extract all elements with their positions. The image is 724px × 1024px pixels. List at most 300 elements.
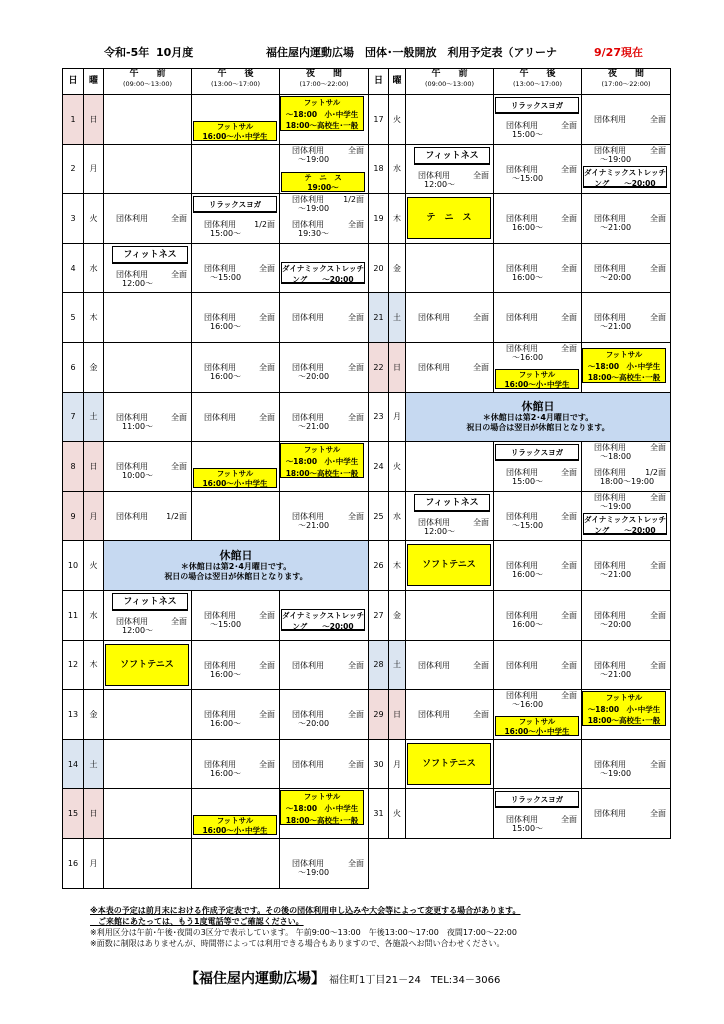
booking-time: 16:00～ — [210, 322, 242, 332]
program-box: フィットネス — [112, 593, 188, 611]
col-day: 日 — [369, 69, 389, 95]
header-as-of: 9/27現在 — [594, 46, 643, 59]
slot-pm — [192, 342, 280, 392]
slot-pm — [494, 491, 582, 541]
closed-day-notice — [406, 392, 671, 442]
booking-label: 団体利用 — [292, 858, 324, 868]
slot-night — [582, 541, 671, 591]
weekday: 金 — [84, 342, 104, 392]
booking-entry — [594, 468, 666, 488]
slot-pm — [192, 590, 280, 640]
booking-time: 16:00～ — [210, 719, 242, 729]
table-row — [369, 789, 671, 839]
slot-night — [280, 293, 369, 343]
booking-time: ～19:00 — [600, 154, 632, 164]
booking-entry — [292, 710, 364, 730]
table-row — [369, 293, 671, 343]
event-box: フットサル ～18:00 小･中学生 18:00～高校生･一般 — [280, 443, 364, 478]
booking-entry — [506, 815, 577, 835]
weekday: 月 — [389, 392, 406, 442]
booking-entry — [594, 760, 666, 780]
booking-area: 全面 — [171, 616, 187, 626]
booking-entry — [116, 270, 187, 290]
booking-entry — [292, 363, 364, 383]
footer — [185, 968, 500, 988]
program-box: ダイナミックストレッチ ング ～20:00 — [282, 610, 365, 631]
booking-area: 全面 — [650, 610, 666, 620]
booking-time: 16:00～ — [512, 223, 544, 233]
booking-entry — [204, 760, 275, 780]
event-box: フットサル 16:00～小･中学生 — [193, 121, 277, 141]
booking-time: 16:00～ — [512, 272, 544, 282]
booking-entry — [506, 344, 577, 364]
booking-area: 1/2面 — [166, 511, 187, 521]
slot-pm — [192, 789, 280, 839]
slot-night — [582, 194, 671, 244]
col-weekday: 曜 — [84, 69, 104, 95]
booking-label: 団体利用 — [204, 710, 236, 720]
slot-pm — [494, 640, 582, 690]
day-number: 1 — [63, 95, 84, 145]
booking-entry — [594, 493, 666, 513]
weekday: 火 — [389, 789, 406, 839]
booking-time: ～20:00 — [298, 719, 330, 729]
booking-label: 団体利用 — [292, 759, 324, 769]
slot-night — [280, 144, 369, 194]
slot-night — [280, 739, 369, 789]
booking-area: 全面 — [259, 362, 275, 372]
booking-entry — [506, 121, 577, 141]
slot-night — [280, 690, 369, 740]
day-number: 31 — [369, 789, 389, 839]
col-am: 午 前 (09:00～13:00) — [406, 69, 494, 95]
slot-am — [406, 690, 494, 740]
header-month: 10月度 — [156, 46, 194, 59]
booking-time: ～20:00 — [600, 272, 632, 282]
booking-area: 全面 — [650, 759, 666, 769]
table-row — [369, 243, 671, 293]
event-box: フットサル 16:00～小･中学生 — [495, 369, 579, 389]
event-box: テ ニ ス — [407, 197, 491, 239]
weekday: 木 — [389, 194, 406, 244]
booking-entry — [594, 661, 666, 681]
slot-am — [406, 442, 494, 492]
booking-entry — [506, 512, 577, 532]
slot-night — [280, 95, 369, 145]
slot-night — [280, 590, 369, 640]
table-row — [63, 491, 369, 541]
booking-time: ～16:00 — [512, 700, 544, 710]
booking-time: ～15:00 — [210, 272, 242, 282]
booking-label: 団体利用 — [418, 710, 450, 720]
weekday: 金 — [84, 690, 104, 740]
notes — [90, 905, 690, 949]
booking-area: 全面 — [348, 145, 364, 155]
event-box: フットサル ～18:00 小･中学生 18:00～高校生･一般 — [280, 96, 364, 131]
booking-time: ～19:00 — [298, 867, 330, 877]
weekday: 月 — [84, 144, 104, 194]
booking-label: 団体利用 — [292, 412, 324, 422]
booking-area: 全面 — [561, 263, 577, 273]
booking-area: 全面 — [259, 313, 275, 323]
schedule-table-right — [368, 68, 671, 839]
day-number: 22 — [369, 342, 389, 392]
booking-area: 全面 — [171, 214, 187, 224]
booking-label: 団体利用 — [594, 214, 626, 224]
booking-time: ～21:00 — [600, 570, 632, 580]
booking-time: 12:00～ — [424, 526, 456, 536]
booking-label: 団体利用 — [506, 815, 538, 825]
booking-area: 1/2面 — [254, 220, 275, 230]
booking-area: 全面 — [650, 115, 666, 124]
booking-entry — [204, 363, 275, 383]
booking-label: 団体利用 — [594, 313, 626, 323]
slot-am — [104, 739, 192, 789]
booking-area: 全面 — [259, 263, 275, 273]
booking-area: 全面 — [348, 220, 364, 230]
table-row — [63, 541, 369, 591]
slot-pm — [192, 293, 280, 343]
day-number: 5 — [63, 293, 84, 343]
booking-area: 全面 — [650, 145, 666, 155]
booking-label: 団体利用 — [204, 412, 236, 422]
col-weekday: 曜 — [389, 69, 406, 95]
booking-area: 全面 — [473, 170, 489, 180]
slot-night — [582, 640, 671, 690]
table-row — [63, 95, 369, 145]
weekday: 日 — [84, 442, 104, 492]
slot-pm — [494, 690, 582, 740]
booking-area: 全面 — [650, 214, 666, 224]
booking-entry — [418, 710, 489, 730]
booking-entry — [594, 264, 666, 284]
program-box: リラックスヨガ — [495, 97, 579, 114]
booking-entry — [418, 171, 489, 191]
booking-entry — [292, 146, 364, 166]
slot-pm — [192, 194, 280, 244]
table-row — [63, 739, 369, 789]
booking-area: 全面 — [561, 610, 577, 620]
weekday: 日 — [389, 342, 406, 392]
col-am: 午 前 (09:00～13:00) — [104, 69, 192, 95]
note-line: ※本表の予定は前月末における作成予定表です。その後の団体利用申し込みや大会等によって変更する場合があります。 — [90, 906, 521, 915]
slot-am — [104, 789, 192, 839]
booking-entry — [292, 760, 364, 780]
booking-label: 団体利用 — [204, 220, 236, 230]
day-number: 25 — [369, 491, 389, 541]
day-number: 24 — [369, 442, 389, 492]
slot-am — [104, 838, 192, 888]
day-number: 9 — [63, 491, 84, 541]
booking-time: ～21:00 — [298, 421, 330, 431]
booking-label: 団体利用 — [292, 362, 324, 372]
booking-label: 団体利用 — [116, 616, 148, 626]
slot-pm — [494, 789, 582, 839]
booking-label: 団体利用 — [116, 511, 148, 521]
booking-label: 団体利用 — [204, 660, 236, 670]
day-number: 19 — [369, 194, 389, 244]
day-number: 26 — [369, 541, 389, 591]
program-box: リラックスヨガ — [193, 196, 277, 213]
program-box: フィットネス — [414, 147, 490, 165]
booking-entry — [116, 413, 187, 433]
col-pm: 午 後 (13:00～17:00) — [494, 69, 582, 95]
table-row — [369, 590, 671, 640]
weekday: 土 — [389, 293, 406, 343]
booking-time: 15:00～ — [512, 130, 544, 139]
booking-area: 全面 — [561, 815, 577, 825]
slot-night — [582, 95, 671, 145]
booking-area: 全面 — [259, 660, 275, 670]
booking-entry — [116, 512, 187, 532]
day-number: 28 — [369, 640, 389, 690]
day-number: 10 — [63, 541, 84, 591]
booking-area: 全面 — [473, 313, 489, 323]
booking-area: 全面 — [650, 492, 666, 502]
booking-label: 団体利用 — [594, 115, 626, 124]
slot-pm — [494, 739, 582, 789]
booking-entry — [506, 313, 577, 333]
booking-label: 団体利用 — [292, 511, 324, 521]
booking-entry — [204, 611, 275, 631]
day-number: 6 — [63, 342, 84, 392]
day-number: 15 — [63, 789, 84, 839]
table-row — [369, 392, 671, 442]
slot-pm — [494, 342, 582, 392]
booking-label: 団体利用 — [594, 759, 626, 769]
slot-night — [582, 293, 671, 343]
booking-area: 全面 — [561, 561, 577, 571]
booking-time: 10:00～ — [122, 471, 154, 481]
booking-entry — [292, 195, 364, 215]
booking-area: 全面 — [348, 511, 364, 521]
booking-area: 全面 — [561, 313, 577, 323]
weekday: 日 — [84, 789, 104, 839]
booking-label: 団体利用 — [116, 412, 148, 422]
slot-night — [582, 491, 671, 541]
day-number: 21 — [369, 293, 389, 343]
booking-area: 全面 — [348, 759, 364, 769]
col-pm: 午 後 (13:00～17:00) — [192, 69, 280, 95]
program-box: リラックスヨガ — [495, 444, 579, 461]
day-number: 14 — [63, 739, 84, 789]
booking-area: 全面 — [348, 313, 364, 323]
slot-night — [582, 739, 671, 789]
booking-entry — [594, 146, 666, 166]
booking-label: 団体利用 — [506, 121, 538, 130]
booking-entry — [594, 809, 666, 829]
table-row — [369, 342, 671, 392]
slot-pm — [494, 590, 582, 640]
weekday: 木 — [84, 293, 104, 343]
weekday: 木 — [84, 640, 104, 690]
program-box: ダイナミックストレッチ ング ～20:00 — [584, 167, 667, 188]
booking-label: 団体利用 — [506, 164, 538, 174]
slot-night — [582, 690, 671, 740]
booking-area: 全面 — [561, 121, 577, 130]
slot-am — [104, 442, 192, 492]
slot-am — [104, 144, 192, 194]
booking-label: 団体利用 — [116, 269, 148, 279]
slot-pm — [192, 491, 280, 541]
slot-night — [280, 392, 369, 442]
booking-area: 全面 — [650, 809, 666, 819]
table-row — [63, 838, 369, 888]
booking-label: 団体利用 — [594, 468, 626, 478]
slot-am — [104, 690, 192, 740]
booking-label: 団体利用 — [116, 462, 148, 472]
booking-time: ～21:00 — [600, 669, 632, 679]
booking-entry — [594, 115, 666, 135]
closed-title: 休館日 — [521, 400, 555, 414]
booking-time: ～21:00 — [600, 322, 632, 332]
booking-label: 団体利用 — [204, 759, 236, 769]
booking-area: 全面 — [561, 164, 577, 174]
weekday: 土 — [84, 392, 104, 442]
booking-time: ～15:00 — [512, 520, 544, 530]
day-number: 20 — [369, 243, 389, 293]
booking-area: 全面 — [473, 517, 489, 527]
booking-entry — [116, 214, 187, 234]
booking-time: 16:00～ — [210, 669, 242, 679]
slot-am — [104, 194, 192, 244]
slot-pm — [192, 838, 280, 888]
table-row — [63, 690, 369, 740]
event-box: フットサル ～18:00 小･中学生 18:00～高校生･一般 — [582, 348, 666, 383]
weekday: 土 — [389, 640, 406, 690]
booking-entry — [292, 661, 364, 681]
slot-am — [406, 789, 494, 839]
day-number: 16 — [63, 838, 84, 888]
booking-entry — [506, 561, 577, 581]
table-row — [369, 541, 671, 591]
weekday: 金 — [389, 243, 406, 293]
booking-label: 団体利用 — [418, 313, 450, 323]
day-number: 7 — [63, 392, 84, 442]
booking-time: 16:00～ — [210, 371, 242, 381]
booking-area: 全面 — [650, 561, 666, 571]
day-number: 8 — [63, 442, 84, 492]
slot-pm — [192, 690, 280, 740]
note-line: ご来館にあたっては、もう1度電話等でご確認ください。 — [90, 917, 304, 926]
booking-entry — [418, 518, 489, 538]
booking-entry — [292, 512, 364, 532]
slot-am — [104, 293, 192, 343]
booking-area: 全面 — [259, 759, 275, 769]
weekday: 金 — [389, 590, 406, 640]
booking-time: ～15:00 — [512, 173, 544, 183]
closed-line: 祝日の場合は翌日が休館日となります。 — [466, 423, 610, 433]
booking-entry — [204, 413, 275, 433]
slot-night — [280, 491, 369, 541]
day-number: 30 — [369, 739, 389, 789]
booking-entry — [418, 313, 489, 333]
booking-area: 全面 — [171, 462, 187, 472]
booking-area: 全面 — [259, 412, 275, 422]
weekday: 日 — [84, 95, 104, 145]
table-row — [63, 789, 369, 839]
slot-night — [582, 590, 671, 640]
booking-entry — [204, 710, 275, 730]
booking-time: ～19:00 — [298, 204, 330, 214]
header-era: 令和-5年 — [104, 46, 150, 59]
booking-label: 団体利用 — [116, 214, 148, 224]
weekday: 火 — [84, 541, 104, 591]
booking-area: 全面 — [259, 610, 275, 620]
booking-entry — [292, 313, 364, 333]
booking-label: 団体利用 — [204, 610, 236, 620]
event-box: フットサル ～18:00 小･中学生 18:00～高校生･一般 — [582, 691, 666, 726]
booking-entry — [594, 443, 666, 463]
table-row — [369, 690, 671, 740]
day-number: 2 — [63, 144, 84, 194]
slot-am — [406, 541, 494, 591]
booking-label: 団体利用 — [292, 710, 324, 720]
booking-label: 団体利用 — [506, 511, 538, 521]
slot-night — [280, 243, 369, 293]
booking-label: 団体利用 — [418, 170, 450, 180]
slot-pm — [494, 243, 582, 293]
booking-area: 全面 — [561, 343, 577, 353]
booking-label: 団体利用 — [204, 263, 236, 273]
booking-label: 団体利用 — [418, 517, 450, 527]
slot-am — [104, 590, 192, 640]
slot-am — [406, 491, 494, 541]
booking-time: ～21:00 — [600, 223, 632, 233]
booking-area: 全面 — [473, 660, 489, 670]
slot-am — [104, 392, 192, 442]
slot-night — [582, 144, 671, 194]
slot-night — [280, 342, 369, 392]
booking-entry — [204, 313, 275, 333]
slot-pm — [494, 194, 582, 244]
table-row — [63, 442, 369, 492]
booking-entry — [116, 462, 187, 482]
table-row — [63, 590, 369, 640]
weekday: 木 — [389, 541, 406, 591]
booking-area: 全面 — [561, 511, 577, 521]
page-header — [104, 44, 704, 62]
booking-entry — [506, 661, 577, 681]
booking-time: 16:00～ — [512, 619, 544, 629]
booking-entry — [594, 313, 666, 333]
slot-night — [280, 789, 369, 839]
weekday: 月 — [84, 491, 104, 541]
booking-label: 団体利用 — [594, 492, 626, 502]
slot-pm — [192, 640, 280, 690]
booking-label: 団体利用 — [506, 214, 538, 224]
booking-label: 団体利用 — [594, 145, 626, 155]
note-line: ※面数に制限はありませんが、時間帯によっては利用できる場合もありますので、各施設へお問い合わせください。 — [90, 939, 505, 948]
slot-am — [104, 640, 192, 690]
booking-label: 団体利用 — [292, 313, 324, 323]
closed-title: 休館日 — [219, 549, 253, 563]
slot-night — [582, 342, 671, 392]
booking-time: 19:30～ — [298, 229, 330, 239]
booking-entry — [204, 220, 275, 240]
booking-area: 全面 — [561, 214, 577, 224]
program-box: リラックスヨガ — [495, 791, 579, 808]
booking-label: 団体利用 — [292, 145, 324, 155]
weekday: 水 — [84, 243, 104, 293]
schedule-table-left — [62, 68, 369, 889]
day-number: 13 — [63, 690, 84, 740]
booking-time: ～15:00 — [210, 619, 242, 629]
weekday: 火 — [84, 194, 104, 244]
slot-pm — [192, 739, 280, 789]
day-number: 17 — [369, 95, 389, 145]
day-number: 11 — [63, 590, 84, 640]
